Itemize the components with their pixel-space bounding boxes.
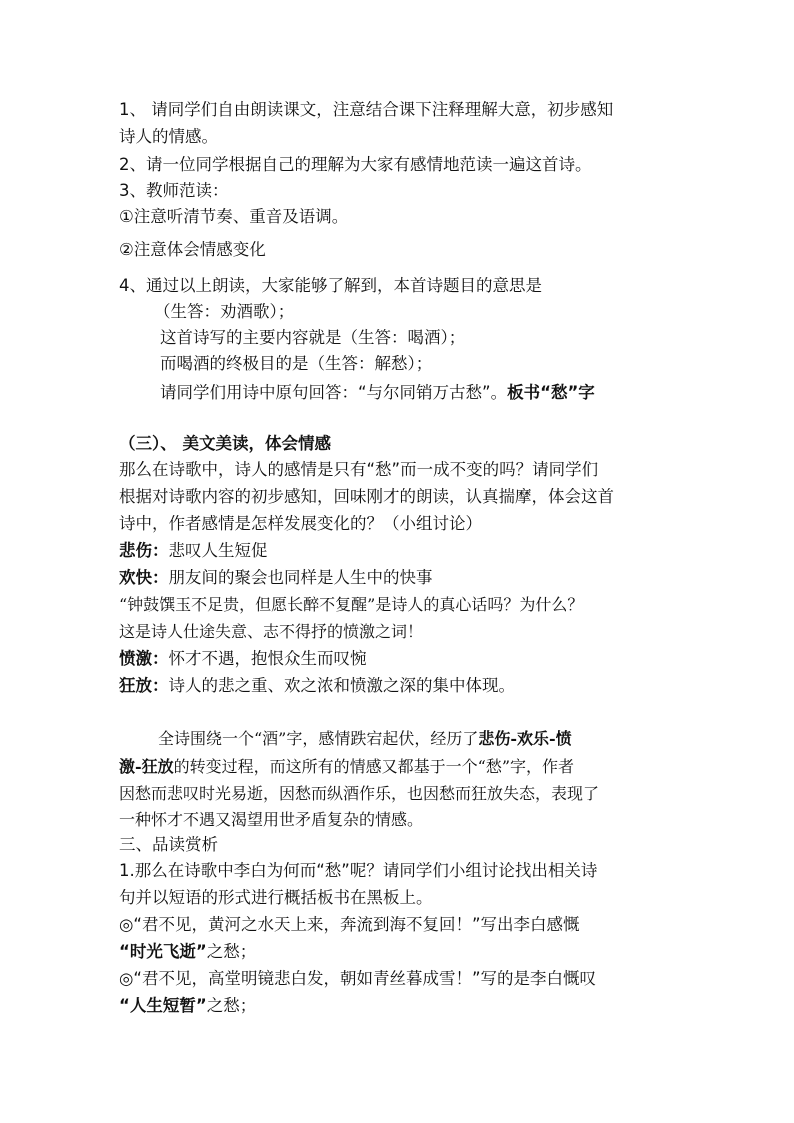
summary-line-3: 因愁而悲叹时光易逝，因愁而纵酒作乐，也因愁而狂放失态，表现了 [119, 784, 600, 803]
emotion-text: 诗人的悲之重、欢之浓和愤激之深的集中体现。 [168, 676, 515, 695]
reading-line-2: 句并以短语的形式进行概括板书在黑板上。 [119, 888, 433, 907]
emotion-joy [119, 567, 433, 589]
phrase-highlight: “时光飞逝” [119, 942, 207, 961]
emotion-sad [119, 540, 268, 562]
summary-line-1 [158, 728, 572, 750]
phrase-suffix: 之愁； [206, 942, 257, 961]
reading-line-1: 1.那么在诗歌中李白为何而“愁”呢？请同学们小组讨论找出相关诗 [119, 861, 598, 880]
step-3-note-1: ①注意听清节奏、重音及语调。 [119, 207, 349, 226]
emotion-indignant [119, 648, 367, 670]
question-line-1: “钟鼓馔玉不足贵，但愿长醉不复醒”是诗人的真心话吗？为什么？ [119, 595, 584, 614]
emotion-label: 欢快： [119, 568, 169, 587]
paragraph-line-2: 根据对诗歌内容的初步感知，回味刚才的朗读，认真揣摩，体会这首 [119, 487, 614, 506]
emotion-text: 朋友间的聚会也同样是人生中的快事 [168, 568, 433, 587]
step-1-line-2: 诗人的情感。 [119, 127, 218, 146]
step-3: 3、教师范读： [119, 181, 229, 200]
emotion-unrestrained [119, 675, 515, 697]
phrase-suffix: 之愁； [206, 996, 257, 1015]
step-1-line-1: 1、 请同学们自由朗读课文，注意结合课下注释理解大意，初步感知 [119, 100, 614, 119]
section-heading-san: 三、品读赏析 [119, 835, 218, 854]
emotion-text: 怀才不遇，抱恨众生而叹惋 [168, 649, 367, 668]
step-4-answer-4 [160, 382, 595, 404]
summary-text: 的转变过程，而这所有的情感又都基于一个“愁”字，作者 [173, 757, 575, 776]
paragraph-line-3: 诗中，作者感情是怎样发展变化的？（小组讨论） [119, 514, 482, 533]
summary-text: 全诗围绕一个“酒”字，感情跌宕起伏，经历了 [158, 729, 479, 748]
emotion-text: 悲叹人生短促 [168, 541, 268, 560]
step-3-note-2: ②注意体会情感变化 [119, 240, 266, 259]
reading-line-6 [119, 995, 256, 1017]
phrase-highlight: “人生短暂” [119, 996, 207, 1015]
summary-highlight: 悲伤-欢乐-愤 [478, 729, 572, 748]
reading-line-4 [119, 941, 256, 963]
step-2: 2、请一位同学根据自己的理解为大家有感情地范读一遍这首诗。 [119, 155, 592, 174]
board-note: 板书“愁”字 [507, 383, 595, 402]
step-4-answer-3: 而喝酒的终极目的是（生答：解愁）； [160, 354, 433, 373]
reading-line-5: ◎“君不见，高堂明镜悲白发，朝如青丝暮成雪！”写的是李白慨叹 [119, 969, 596, 988]
section-heading-3: （三）、 美文美读，体会情感 [119, 434, 331, 453]
step-4-answer-1: （生答：劝酒歌）； [154, 302, 295, 321]
question-line-2: 这是诗人仕途失意、志不得抒的愤激之词！ [119, 622, 424, 641]
emotion-label: 愤激： [119, 649, 169, 668]
summary-highlight: 激-狂放 [119, 757, 174, 776]
reading-line-3: ◎“君不见，黄河之水天上来，奔流到海不复回！”写出李白感慨 [119, 915, 580, 934]
step-4-answer-2: 这首诗写的主要内容就是（生答：喝酒）； [160, 328, 466, 347]
poem-quote-text: 请同学们用诗中原句回答：“与尔同销万古愁”。 [160, 383, 508, 402]
emotion-label: 狂放： [119, 676, 169, 695]
summary-line-4: 一种怀才不遇又渴望用世矛盾复杂的情感。 [119, 810, 424, 829]
step-4: 4、通过以上朗读，大家能够了解到，本首诗题目的意思是 [119, 276, 542, 295]
summary-line-2 [119, 756, 574, 778]
emotion-label: 悲伤： [119, 541, 169, 560]
paragraph-line-1: 那么在诗歌中，诗人的感情是只有“愁”而一成不变的吗？请同学们 [119, 460, 599, 479]
